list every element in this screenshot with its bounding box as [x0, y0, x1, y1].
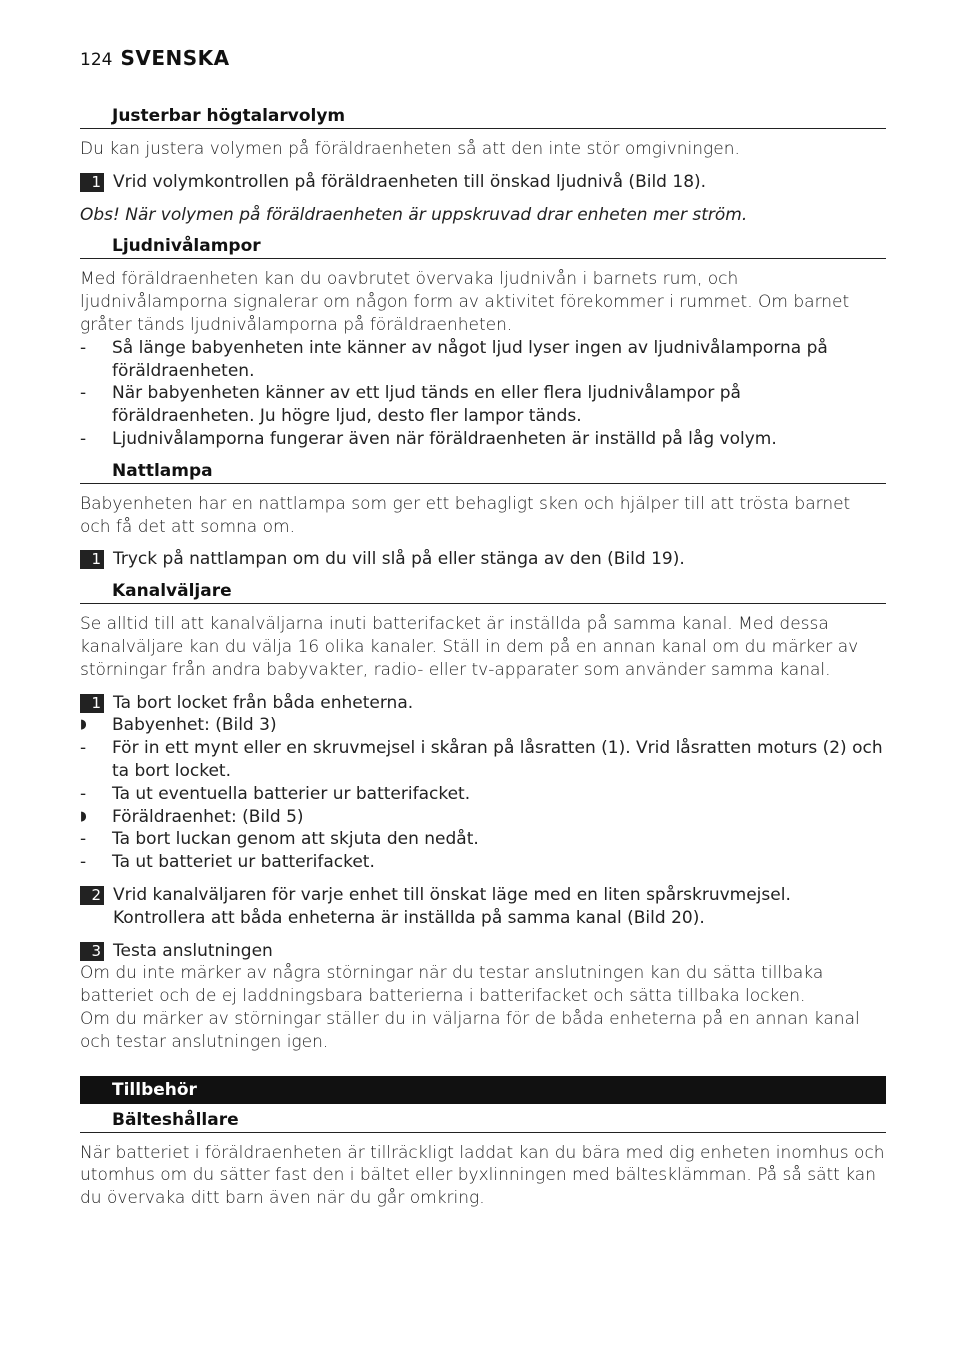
paragraph: Om du inte märker av några störningar när du testar anslutningen kan du sätta tillbaka batteriet och de ej laddningsbara batterierna i batterifacket och sätta tillbaka locken.: [80, 963, 824, 1007]
dash-icon: -: [80, 829, 87, 850]
list-item: - Ta bort luckan genom att skjuta den nedåt.: [80, 829, 479, 850]
step-text: Vrid volymkontrollen på föräldraenheten till önskad ljudnivå (Bild 18).: [113, 171, 707, 192]
step-item: [80, 171, 886, 194]
section-heading-belt-clip: Bälteshållare: [80, 1110, 886, 1133]
step-item: [80, 548, 886, 571]
list-item: - Ljudnivålamporna fungerar även när föräldraenheten är inställd på låg volym.: [80, 428, 777, 449]
paragraph: Om du märker av störningar ställer du in väljarna för de båda enheterna på en annan kanal och testar anslutningen igen.: [80, 1008, 860, 1052]
note-text: Obs! När volymen på föräldraenheten är uppskruvad drar enheten mer ström.: [80, 204, 748, 225]
dash-icon: -: [80, 738, 87, 759]
dash-icon: -: [80, 783, 87, 804]
chapter-band-accessories: Tillbehör: [80, 1076, 886, 1104]
step-text: Tryck på nattlampan om du vill slå på eller stänga av den (Bild 19).: [113, 549, 685, 570]
step-number: 3: [80, 942, 104, 961]
step-number: 1: [80, 694, 104, 713]
section-heading-volume: Justerbar högtalarvolym: [80, 106, 886, 129]
list-item: - När babyenheten känner av ett ljud tänds en eller flera ljudnivålampor på föräldraenheten. Ju högre ljud, desto fler lampor tänds.: [80, 383, 741, 427]
dash-icon: -: [80, 428, 87, 449]
page-number: 124: [80, 50, 113, 70]
step-item: [80, 940, 886, 963]
step-item: [80, 692, 886, 715]
step-item: [80, 884, 886, 930]
list-item: ◗ Babyenhet: (Bild 3): [80, 715, 277, 736]
step-number: 1: [80, 173, 104, 192]
step-number: 2: [80, 886, 104, 905]
paragraph: När batteriet i föräldraenheten är tillräckligt laddat kan du bära med dig enheten inomhus och utomhus om du sätter fast den i bältet eller byxlinningen med bältesklämman. På så sätt kan du övervaka ditt barn även när du går omkring.: [80, 1142, 885, 1209]
triangle-icon: ◗: [80, 808, 87, 824]
step-number: 1: [80, 550, 104, 569]
page-header: [80, 46, 886, 76]
section-heading-nightlight: Nattlampa: [80, 461, 886, 484]
step-text: Testa anslutningen: [113, 940, 273, 961]
language-title: SVENSKA: [120, 46, 230, 70]
list-item: - Ta ut eventuella batterier ur batterifacket.: [80, 783, 471, 804]
list-item: - För in ett mynt eller en skruvmejsel i skåran på låsratten (1). Vrid låsratten moturs (2) och ta bort locket.: [80, 738, 883, 781]
step-text: Ta bort locket från båda enheterna.: [113, 692, 414, 713]
list-item: - Så länge babyenheten inte känner av något ljud lyser ingen av ljudnivålamporna på föräldraenheten.: [80, 337, 828, 381]
section-heading-lamps: Ljudnivålampor: [80, 236, 886, 259]
paragraph: Med föräldraenheten kan du oavbrutet övervaka ljudnivån i barnets rum, och ljudnivålamporna signalerar om någon form av aktivitet förekommer i rummet. Om barnet gråter tänds ljudnivålamporna på föräldraenheten.: [80, 269, 850, 335]
dash-icon: -: [80, 337, 87, 358]
dash-icon: -: [80, 383, 87, 404]
list-item: ◗ Föräldraenhet: (Bild 5): [80, 806, 304, 827]
step-text: Vrid kanalväljaren för varje enhet till önskat läge med en liten spårskruvmejsel. Kontrollera att båda enheterna är inställda på samma kanal (Bild 20).: [113, 884, 791, 928]
paragraph: Se alltid till att kanalväljarna inuti batterifacket är inställda på samma kanal. Med dessa kanalväljare kan du välja 16 olika kanaler. Ställ in dem på en annan kanal om du märker av störningar från andra babyvakter, radio- eller tv-apparater som använder samma kanal.: [80, 614, 859, 680]
manual-page: [80, 46, 886, 1210]
paragraph: Babyenheten har en nattlampa som ger ett behagligt sken och hjälper till att trösta barnet och få det att somna om.: [80, 493, 851, 537]
paragraph: Du kan justera volymen på föräldraenheten så att den inte stör omgivningen.: [80, 139, 740, 159]
section-heading-channel: Kanalväljare: [80, 581, 886, 604]
dash-icon: -: [80, 852, 87, 873]
triangle-icon: ◗: [80, 717, 87, 733]
list-item: - Ta ut batteriet ur batterifacket.: [80, 852, 375, 873]
